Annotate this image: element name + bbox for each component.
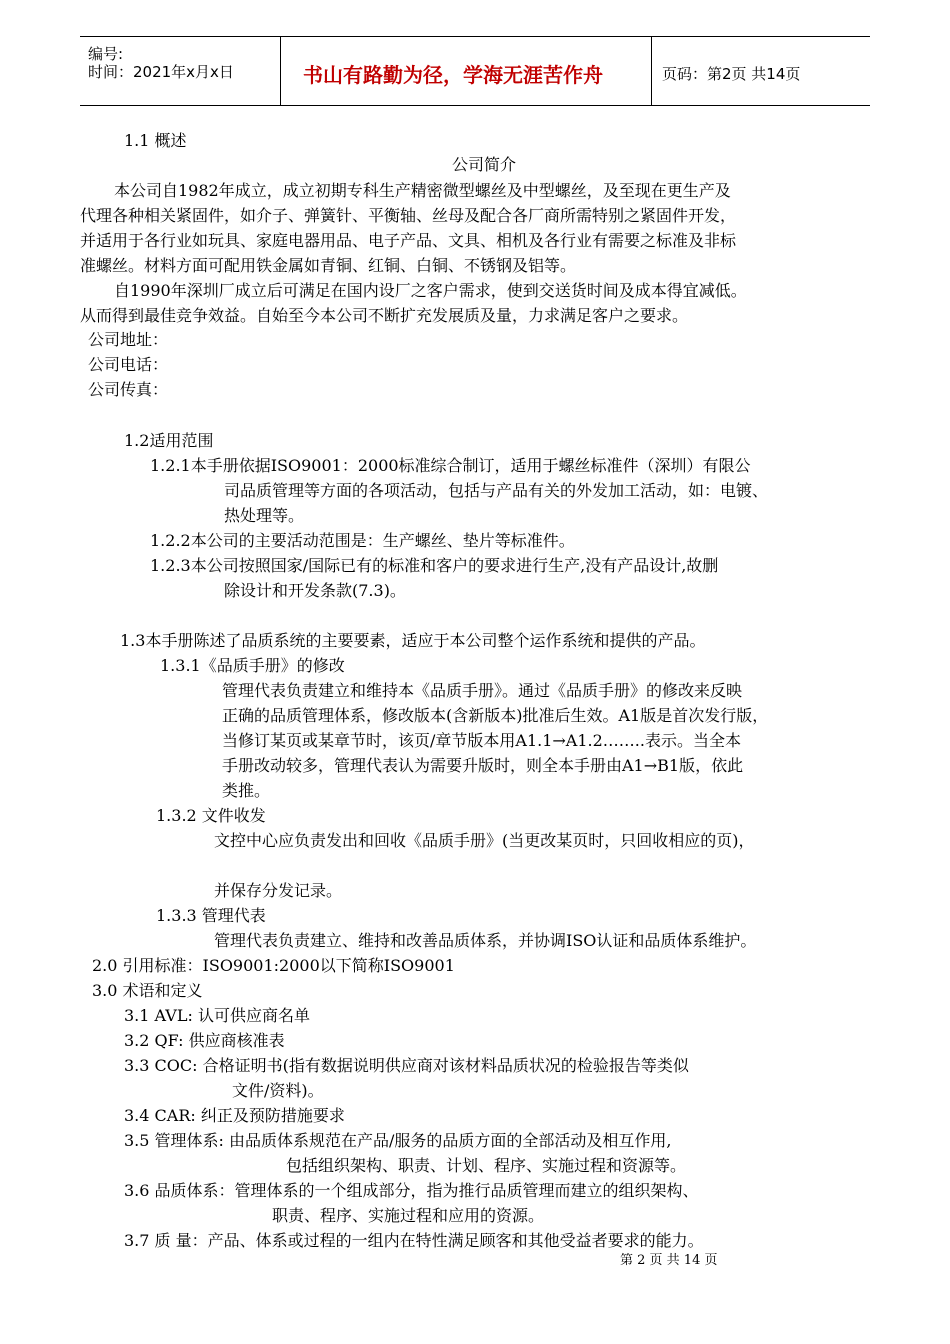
term-line: 文件/资料)。 [232,1081,324,1100]
header-motto: 书山有路勤为径，学海无涯苦作舟 [303,63,603,87]
clause-line: 1.2.2本公司的主要活动范围是：生产螺丝、垫片等标准件。 [150,531,575,550]
clause-line: 除设计和开发条款(7.3)。 [224,581,406,600]
paragraph-line: 管理代表负责建立和维持本《品质手册》。通过《品质手册》的修改来反映 [222,681,743,700]
term-line: 职责、程序、实施过程和应用的资源。 [272,1206,545,1225]
section-heading: 2.0 引用标准：ISO9001:2000以下简称ISO9001 [92,956,455,975]
term-line: 3.4 CAR: 纠正及预防措施要求 [124,1106,345,1125]
section-heading: 1.2适用范围 [124,431,214,450]
section-heading: 3.0 术语和定义 [92,981,203,1000]
company-phone-label: 公司电话： [88,355,169,374]
paragraph-line: 代理各种相关紧固件，如介子、弹簧针、平衡轴、丝母及配合各厂商所需特别之紧固件开发， [80,206,737,225]
paragraph-line: 并适用于各行业如玩具、家庭电器用品、电子产品、文具、相机及各行业有需要之标准及非标 [80,231,737,250]
doc-time-label: 时间：2021年x月x日 [88,63,234,81]
paragraph-line: 从而得到最佳竞争效益。自始至今本公司不断扩充发展质及量，力求满足客户之要求。 [80,306,689,325]
term-line: 3.3 COC: 合格证明书(指有数据说明供应商对该材料品质状况的检验报告等类似 [124,1056,689,1075]
doc-code-label: 编号: [88,45,124,63]
subsection-heading: 1.3.2 文件收发 [156,806,266,825]
page-header [80,36,870,106]
clause-line: 1.2.1本手册依据ISO9001：2000标准综合制订，适用于螺丝标准件（深圳）有限公 [150,456,751,475]
header-meta-cell [80,37,281,105]
term-line: 3.5 管理体系: 由品质体系规范在产品/服务的品质方面的全部活动及相互作用, [124,1131,672,1150]
header-page-number: 页码：第2页 共14页 [662,65,801,83]
subsection-heading: 1.3.3 管理代表 [156,906,266,925]
paragraph-line: 管理代表负责建立、维持和改善品质体系，并协调ISO认证和品质体系维护。 [214,931,757,950]
paragraph-line: 类推。 [222,781,271,800]
paragraph-line: 并保存分发记录。 [214,881,343,900]
section-heading: 1.3本手册陈述了品质系统的主要要素，适应于本公司整个运作系统和提供的产品。 [120,631,706,650]
company-fax-label: 公司传真： [88,380,169,399]
paragraph-line: 准螺丝。材料方面可配用铁金属如青铜、红铜、白铜、不锈钢及铝等。 [80,256,577,275]
subsection-heading: 1.3.1《品质手册》的修改 [160,656,345,675]
paragraph-line: 自1990年深圳厂成立后可满足在国内设厂之客户需求，使到交送货时间及成本得宜减低。 [114,281,747,300]
term-line: 3.7 质 量：产品、体系或过程的一组内在特性满足顾客和其他受益者要求的能力。 [124,1231,704,1250]
clause-line: 司品质管理等方面的各项活动，包括与产品有关的外发加工活动，如：电镀、 [224,481,769,500]
term-line: 包括组织架构、职责、计划、程序、实施过程和资源等。 [286,1156,687,1175]
paragraph-line: 手册改动较多，管理代表认为需要升版时，则全本手册由A1→B1版，依此 [222,756,744,775]
header-page-cell [652,37,870,105]
intro-title: 公司简介 [452,155,517,174]
company-address-label: 公司地址： [88,330,169,349]
paragraph-line: 文控中心应负责发出和回收《品质手册》(当更改某页时，只回收相应的页)， [214,831,755,850]
paragraph-line: 本公司自1982年成立，成立初期专科生产精密微型螺丝及中型螺丝，及至现在更生产及 [114,181,731,200]
term-line: 3.6 品质体系：管理体系的一个组成部分，指为推行品质管理而建立的组织架构、 [124,1181,699,1200]
header-motto-cell [281,37,652,105]
term-line: 3.2 QF: 供应商核准表 [124,1031,285,1050]
section-heading: 1.1 概述 [124,131,187,150]
term-line: 3.1 AVL: 认可供应商名单 [124,1006,310,1025]
paragraph-line: 当修订某页或某章节时，该页/章节版本用A1.1→A1.2……..表示。当全本 [222,731,741,750]
paragraph-line: 正确的品质管理体系，修改版本(含新版本)批准后生效。A1版是首次发行版， [222,706,769,725]
clause-line: 热处理等。 [224,506,305,525]
clause-line: 1.2.3本公司按照国家/国际已有的标准和客户的要求进行生产,没有产品设计,故删 [150,556,719,575]
page-footer: 第 2 页 共 14 页 [620,1253,718,1268]
